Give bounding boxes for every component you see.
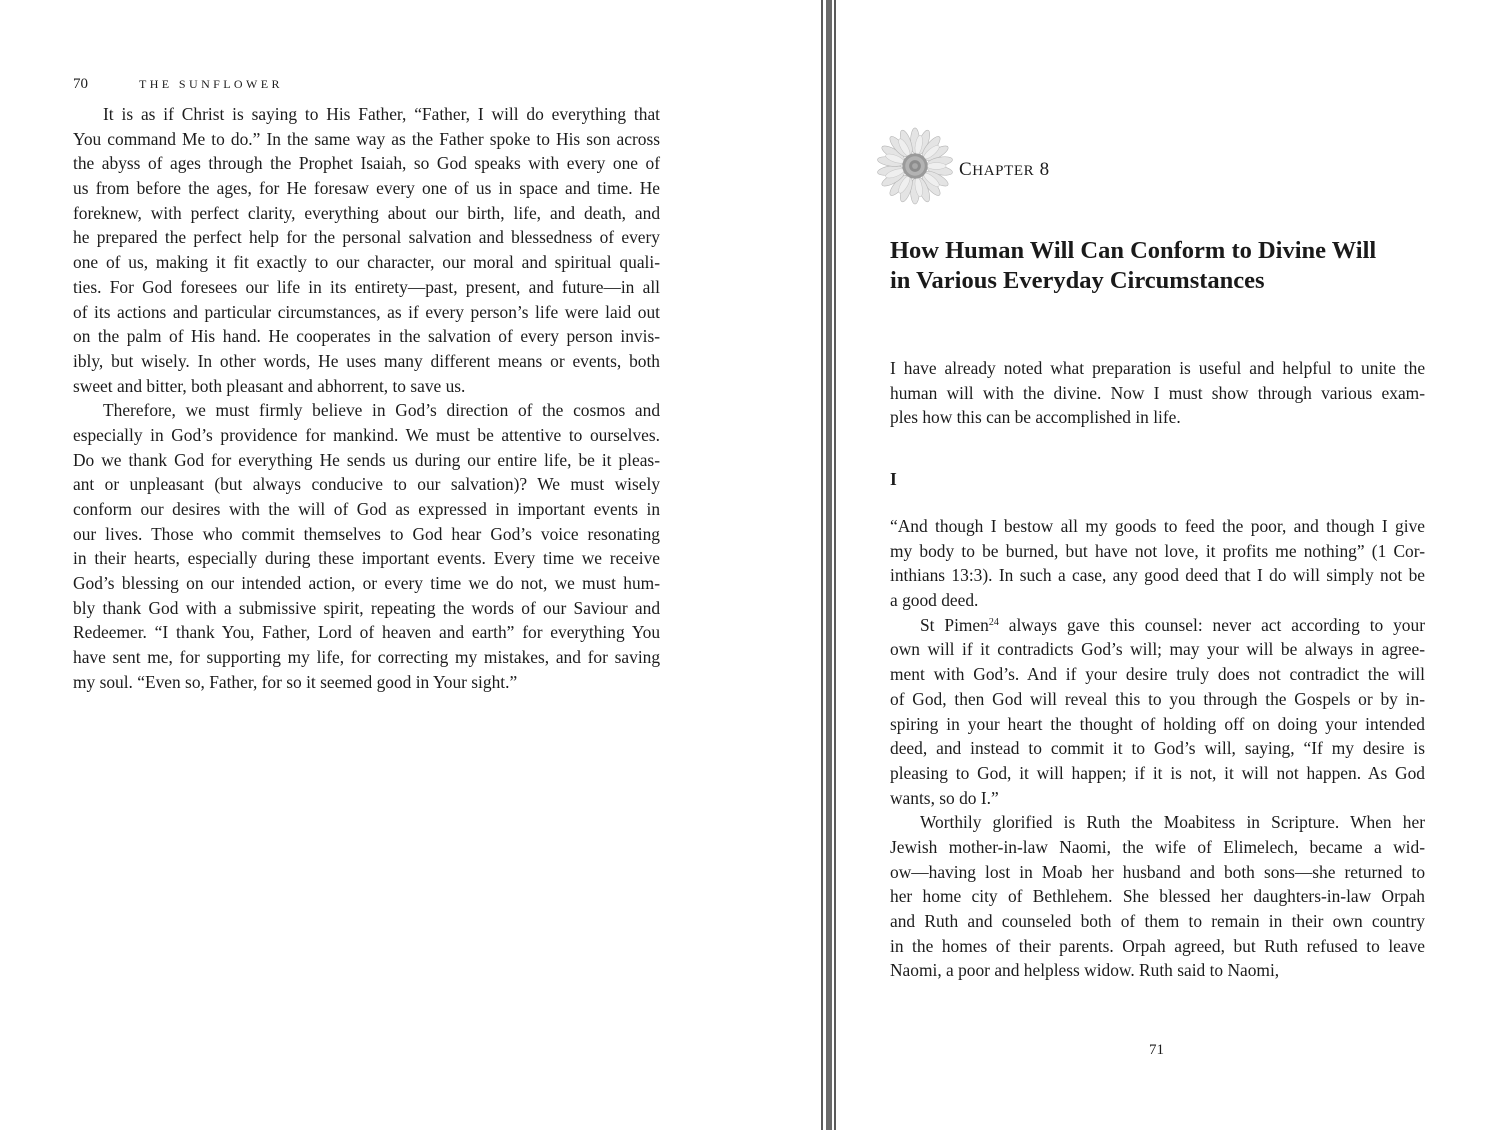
- text-line: us from before the ages, for He foresaw every one of us in space and time. He: [73, 178, 660, 199]
- text-line: one of us, making it fit exactly to our character, our moral and spiritual quali-: [73, 252, 660, 273]
- chapter-title-line: How Human Will Can Conform to Divine Will: [890, 237, 1377, 264]
- text-line: ment with God’s. And if your desire truly does not contradict the will: [890, 664, 1425, 685]
- text-line: wants, so do I.”: [890, 787, 999, 808]
- text-line: a good deed.: [890, 590, 979, 611]
- section-number: I: [890, 469, 897, 489]
- running-head: [73, 74, 673, 94]
- text-line: foreknew, with perfect clarity, everything about our birth, life, and death, and: [73, 202, 661, 223]
- text-line: Do we thank God for everything He sends us during our entire life, be it pleas-: [73, 449, 660, 470]
- spine-divider-line: [834, 0, 836, 1130]
- text-line: Jewish mother-in-law Naomi, the wife of Elimelech, became a wid-: [890, 836, 1425, 857]
- text-line: have sent me, for supporting my life, for correcting my mistakes, and for saving: [73, 647, 661, 668]
- chapter-label: [959, 159, 1050, 181]
- left-page-body: [73, 102, 660, 695]
- text-line: ibly, but wisely. In other words, He uses many different means or events, both: [73, 350, 660, 371]
- text-line: in their hearts, especially during these important events. Every time we receive: [73, 548, 661, 569]
- chapter-title-line: in Various Everyday Circumstances: [890, 267, 1265, 294]
- chapter-label-smallcaps: HAPTER: [972, 163, 1035, 179]
- page-number-left: 70: [73, 76, 88, 92]
- text-line: and Ruth and counseled both of them to remain in their own country: [890, 911, 1426, 931]
- text-line: inthians 13:3). In such a case, any good deed that I do will simply not be: [890, 565, 1426, 586]
- text-line: my soul. “Even so, Father, for so it seemed good in Your sight.”: [73, 671, 518, 692]
- text-line: ant or unpleasant (but always conducive to our salvation)? We must wisely: [73, 474, 661, 495]
- text-line: her home city of Bethlehem. She blessed her daughters-in-law Orpah: [890, 886, 1425, 907]
- text-line: our lives. Those who commit themselves to God hear God’s voice resonating: [73, 523, 660, 544]
- text-line: own will if it contradicts God’s will; may your will be always in agree-: [890, 639, 1426, 660]
- pimen-line-rest: always gave this counsel: never act according to your: [998, 614, 1425, 635]
- text-line: especially in God’s providence for mankind. We must be attentive to ourselves.: [73, 424, 661, 445]
- text-line: ples how this can be accomplished in life.: [890, 407, 1181, 428]
- text-line: spiring in your heart the thought of holding off on doing your intended: [890, 713, 1425, 734]
- text-line: ow—having lost in Moab her husband and both sons—she returned to: [890, 861, 1426, 882]
- text-line: on the palm of His hand. He cooperates in the salvation of every person invis-: [73, 326, 661, 347]
- text-line: “And though I bestow all my goods to feed the poor, and though I give: [890, 516, 1425, 536]
- text-line: in the homes of their parents. Orpah agreed, but Ruth refused to leave: [890, 935, 1426, 956]
- text-line: deed, and instead to commit it to God’s will, saying, “If my desire is: [890, 738, 1425, 759]
- page-number-right: 71: [1149, 1042, 1164, 1058]
- spine-divider-line: [821, 0, 823, 1130]
- footnote-reference[interactable]: 24: [988, 616, 999, 628]
- text-line: bly thank God with a submissive spirit, repeating the words of our Saviour and: [73, 597, 661, 618]
- text-line: conform our desires with the will of God as expressed in important events in: [73, 499, 661, 519]
- text-line: God’s blessing on our intended action, or every time we do not, we must hum-: [73, 573, 660, 594]
- text-line: the abyss of ages through the Prophet Isaiah, so God speaks with every one of: [73, 153, 661, 174]
- text-line: I have already noted what preparation is useful and helpful to unite the: [890, 358, 1426, 378]
- book-title: THE SUNFLOWER: [139, 77, 283, 91]
- text-line: sweet and bitter, both pleasant and abhorrent, to save us.: [73, 375, 466, 396]
- text-line: Redeemer. “I thank You, Father, Lord of heaven and earth” for everything You: [73, 622, 661, 643]
- text-line: of its actions and particular circumstances, as if every person’s life were laid out: [73, 301, 660, 322]
- chapter-heading: [876, 126, 1276, 210]
- chapter-title: [890, 236, 1430, 296]
- text-line: my body to be burned, but have not love, it profits me nothing” (1 Cor-: [890, 540, 1425, 561]
- chapter-intro: [890, 356, 1425, 430]
- text-line: of God, then God will reveal this to you through the Gospels or by in-: [890, 688, 1425, 709]
- text-line: [890, 613, 1425, 638]
- text-line: Naomi, a poor and helpless widow. Ruth said to Naomi,: [890, 960, 1280, 981]
- chapter-label-initial: C: [959, 159, 973, 180]
- text-line: pleasing to God, it will happen; if it is not, it will not happen. As God: [890, 762, 1425, 783]
- text-line: It is as if Christ is saying to His Father, “Father, I will do everything that: [103, 104, 660, 124]
- pimen-name: St Pimen: [920, 614, 989, 635]
- text-line: Worthily glorified is Ruth the Moabitess in Scripture. When her: [920, 812, 1425, 833]
- text-line: he prepared the perfect help for the personal salvation and blessedness of every: [73, 227, 660, 248]
- text-line: You command Me to do.” In the same way as the Father spoke to His son across: [73, 128, 660, 149]
- chapter-number: 8: [1039, 159, 1050, 180]
- text-line: ties. For God foresees our life in its entirety—past, present, and future—in all: [73, 276, 660, 297]
- text-line: human will with the divine. Now I must show through various exam-: [890, 382, 1425, 403]
- right-page-body: [890, 514, 1425, 983]
- spine-divider-line: [826, 0, 832, 1130]
- text-line: Therefore, we must firmly believe in God’s direction of the cosmos and: [103, 400, 661, 421]
- sunflower-icon: [876, 126, 954, 206]
